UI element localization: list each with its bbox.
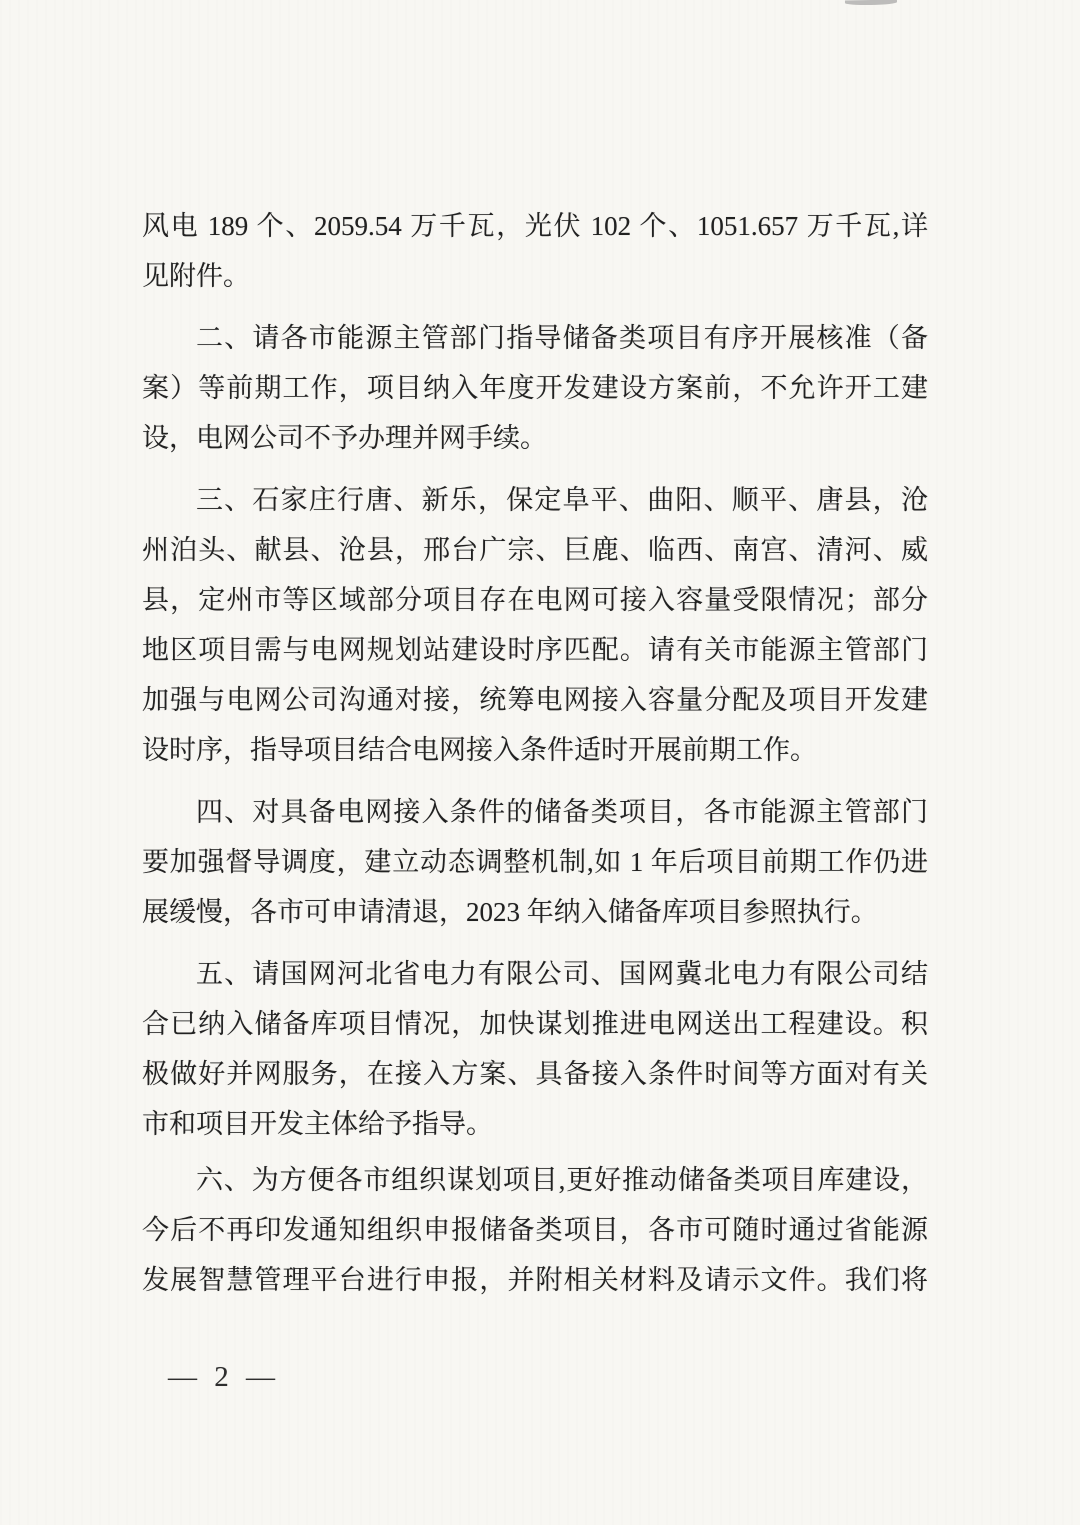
text-line: 合已纳入储备库项目情况，加快谋划推进电网送出工程建设。积 xyxy=(142,1009,928,1039)
page-number: — 2 — xyxy=(168,1361,280,1393)
paragraph-5 xyxy=(142,949,928,1149)
text-line: 要加强督导调度，建立动态调整机制,如 1 年后项目前期工作仍进 xyxy=(142,847,928,877)
text-line: 六、为方便各市组织谋划项目,更好推动储备类项目库建设， xyxy=(196,1165,928,1195)
text-line: 县，定州市等区域部分项目存在电网可接入容量受限情况；部分 xyxy=(142,585,928,615)
text-line: 设，电网公司不予办理并网手续。 xyxy=(142,423,547,453)
text-line: 今后不再印发通知组织申报储备类项目，各市可随时通过省能源 xyxy=(142,1215,928,1245)
paragraph-2 xyxy=(142,313,928,463)
text-line: 三、石家庄行唐、新乐，保定阜平、曲阳、顺平、唐县，沧 xyxy=(196,485,928,515)
text-line: 州泊头、献县、沧县，邢台广宗、巨鹿、临西、南宫、清河、威 xyxy=(142,535,928,565)
text-line: 极做好并网服务，在接入方案、具备接入条件时间等方面对有关 xyxy=(142,1059,928,1089)
text-line: 展缓慢，各市可申请清退，2023 年纳入储备库项目参照执行。 xyxy=(142,897,878,927)
text-line: 市和项目开发主体给予指导。 xyxy=(142,1109,493,1139)
text-line: 见附件。 xyxy=(142,261,250,291)
text-line: 加强与电网公司沟通对接，统筹电网接入容量分配及项目开发建 xyxy=(142,685,928,715)
paragraph-4 xyxy=(142,787,928,937)
text-line: 四、对具备电网接入条件的储备类项目，各市能源主管部门 xyxy=(196,797,928,827)
paragraph-1 xyxy=(142,201,928,301)
text-line: 设时序，指导项目结合电网接入条件适时开展前期工作。 xyxy=(142,735,817,765)
text-line: 二、请各市能源主管部门指导储备类项目有序开展核准（备 xyxy=(196,323,928,353)
paragraph-6 xyxy=(142,1155,928,1305)
text-line: 发展智慧管理平台进行申报，并附相关材料及请示文件。我们将 xyxy=(142,1265,928,1295)
text-line: 风电 189 个、2059.54 万千瓦，光伏 102 个、1051.657 万千瓦,详 xyxy=(142,211,928,241)
text-line: 五、请国网河北省电力有限公司、国网冀北电力有限公司结 xyxy=(196,959,928,989)
document-content xyxy=(142,201,928,1317)
text-line: 案）等前期工作，项目纳入年度开发建设方案前，不允许开工建 xyxy=(142,373,928,403)
paragraph-3 xyxy=(142,475,928,775)
text-line: 地区项目需与电网规划站建设时序匹配。请有关市能源主管部门 xyxy=(142,635,928,665)
scan-artifact-icon xyxy=(845,0,897,5)
